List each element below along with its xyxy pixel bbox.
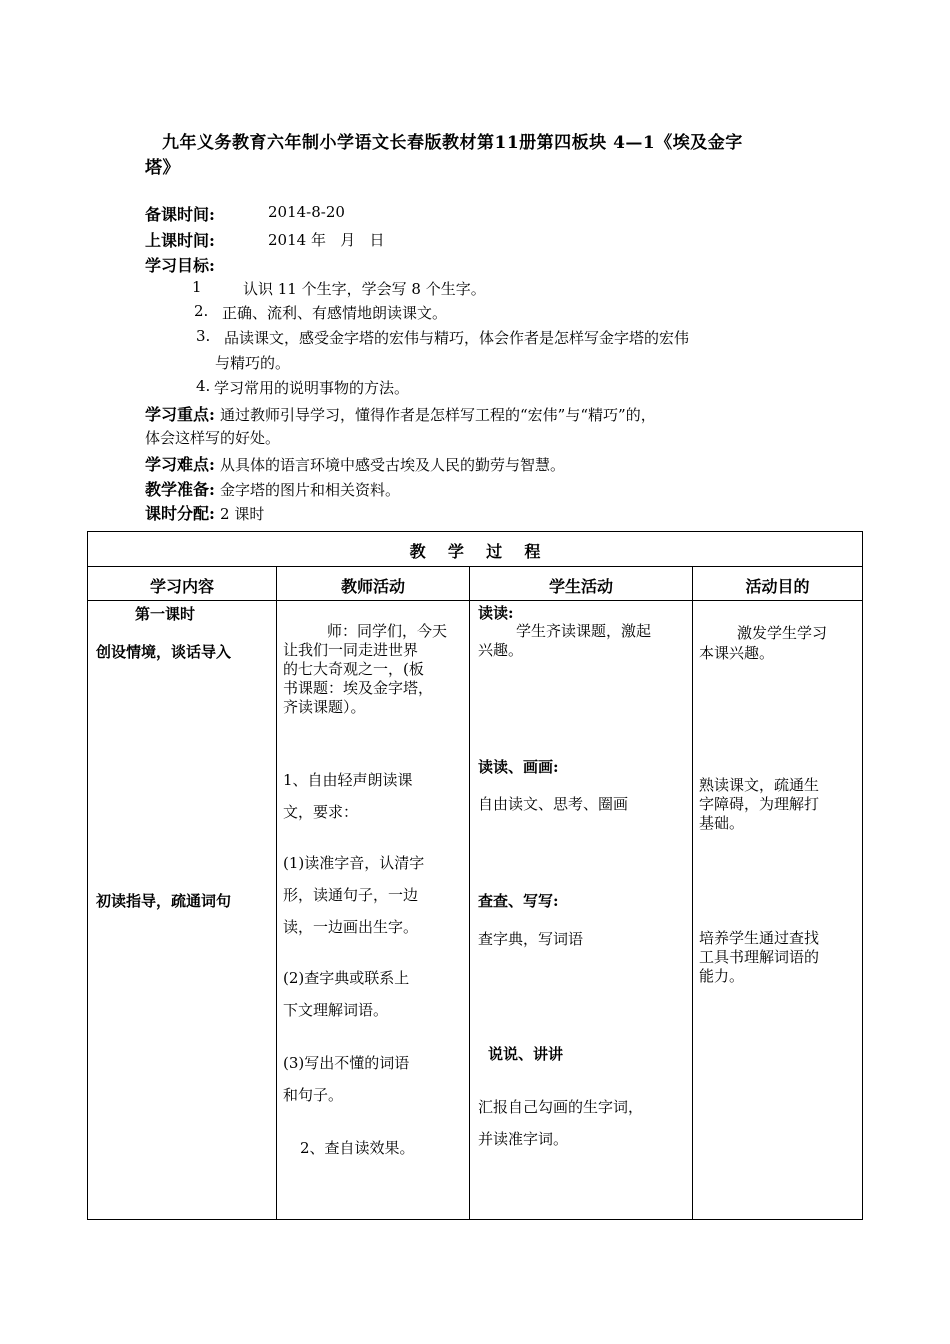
text-line: 能力。 — [699, 967, 745, 985]
lesson-label: 第一课时 — [135, 605, 196, 623]
text-line: (2)查字典或联系上 — [283, 969, 410, 987]
difficulty-label: 学习难点 — [145, 455, 210, 474]
purpose-intro — [699, 623, 827, 663]
text-line: 本课兴趣。 — [699, 644, 775, 662]
student-read-text — [478, 622, 651, 660]
teacher-req-1 — [283, 847, 424, 943]
col-divider-3 — [692, 566, 693, 1220]
focus-row — [145, 402, 656, 425]
prep-time-value: 2014-8-20 — [268, 203, 345, 221]
header-student: 学生活动 — [548, 577, 613, 596]
doc-title-line1: 九年义务教育六年制小学语文长春版教材第11册第四板块 4—1《埃及金字 — [162, 133, 743, 153]
hours-label: 课时分配 — [145, 504, 210, 523]
goal-2-text: 正确、流利、有感情地朗读课文。 — [222, 304, 448, 322]
teacher-task-2: 2、查自读效果。 — [300, 1139, 415, 1157]
student-check-write-text: 查字典，写词语 — [478, 930, 584, 948]
text-line: 激发学生学习 — [737, 624, 828, 642]
text-line: 下文理解词语。 — [283, 1001, 389, 1019]
table-top-border — [87, 531, 863, 532]
goal-1-num: 1 — [192, 278, 202, 296]
text-line: 学生齐读课题，激起 — [516, 622, 652, 640]
table-bottom-border — [87, 1219, 863, 1220]
text-line: 基础。 — [699, 814, 745, 832]
text-line: 熟读课文，疏通生 — [699, 776, 820, 794]
prep-row — [145, 477, 400, 500]
goal-1-text: 认识 11 个生字，学会写 8 个生字。 — [243, 280, 486, 298]
section-first-reading: 初读指导，疏通词句 — [96, 892, 232, 910]
difficulty-text: 从具体的语言环境中感受古埃及人民的勤劳与智慧。 — [220, 456, 566, 474]
text-line: (1)读准字音，认清字 — [283, 854, 425, 872]
goal-3-num: 3. — [196, 327, 211, 345]
table-right-border — [862, 531, 863, 1220]
text-line: 齐读课题）。 — [283, 698, 366, 716]
teacher-intro — [283, 622, 468, 717]
prep-label: 教学准备 — [145, 480, 210, 499]
text-line: 字障碍，为理解打 — [699, 795, 820, 813]
prep-time-label: 备课时间: — [145, 205, 215, 224]
text-line: 形，读通句子，一边 — [283, 886, 419, 904]
hours-text: 2 课时 — [220, 505, 265, 523]
colon: : — [209, 504, 215, 523]
header-teacher: 教师活动 — [340, 577, 405, 596]
text-line: 培养学生通过查找 — [699, 929, 820, 947]
teacher-task-1 — [283, 764, 413, 828]
colon: : — [209, 480, 215, 499]
class-time-value: 2014 年 月 日 — [268, 231, 385, 249]
col-divider-1 — [276, 566, 277, 1220]
text-line: 和句子。 — [283, 1086, 344, 1104]
text-line: 文，要求： — [283, 803, 359, 821]
text-line: 让我们一同走进世界 — [283, 641, 419, 659]
colon: : — [209, 455, 215, 474]
header-purpose: 活动目的 — [745, 577, 810, 596]
text-line: 师：同学们，今天 — [327, 622, 448, 640]
teacher-req-3 — [283, 1047, 409, 1111]
table-left-border — [87, 531, 88, 1220]
student-heading-read-draw: 读读、画画: — [478, 758, 559, 776]
header-content: 学习内容 — [149, 577, 214, 596]
text-line: 读，一边画出生字。 — [283, 918, 419, 936]
doc-title-line2: 塔》 — [145, 158, 180, 178]
student-speak-text — [478, 1091, 643, 1155]
student-heading-check-write: 查查、写写: — [478, 892, 559, 910]
goal-4-num: 4. — [196, 377, 211, 395]
goal-2-num: 2. — [194, 302, 209, 320]
difficulty-row — [145, 452, 565, 475]
table-title: 教 学 过 程 — [409, 542, 541, 561]
text-line: 书课题：埃及金字塔， — [283, 679, 434, 697]
goal-3-text: 品读课文，感受金字塔的宏伟与精巧，体会作者是怎样写金字塔的宏伟 — [224, 329, 690, 347]
purpose-tools — [699, 929, 819, 986]
teacher-req-2 — [283, 962, 409, 1026]
goal-4-text: 学习常用的说明事物的方法。 — [214, 379, 410, 397]
text-line: 并读准字词。 — [478, 1130, 569, 1148]
hours-row — [145, 501, 264, 524]
table-header-divider — [87, 600, 863, 601]
text-line: 1、自由轻声朗读课 — [283, 771, 413, 789]
text-line: 工具书理解词语的 — [699, 948, 820, 966]
student-heading-speak: 说说、讲讲 — [488, 1045, 564, 1063]
text-line: 汇报自己勾画的生字词， — [478, 1098, 644, 1116]
purpose-first-reading — [699, 776, 819, 833]
colon: : — [209, 405, 215, 424]
goal-3-text-cont: 与精巧的。 — [215, 354, 291, 372]
student-heading-read: 读读: — [478, 604, 514, 622]
text-line: 兴趣。 — [478, 641, 524, 659]
student-read-draw-text: 自由读文、思考、圈画 — [478, 795, 629, 813]
focus-text: 通过教师引导学习，懂得作者是怎样写工程的“宏伟”与“精巧”的， — [220, 406, 656, 424]
section-intro: 创设情境，谈话导入 — [96, 643, 232, 661]
goals-label: 学习目标: — [145, 256, 215, 275]
table-title-divider — [87, 566, 863, 567]
col-divider-2 — [469, 566, 470, 1220]
text-line: (3)写出不懂的词语 — [283, 1054, 410, 1072]
text-line: 的七大奇观之一，(板 — [283, 660, 424, 678]
class-time-label: 上课时间: — [145, 231, 215, 250]
prep-text: 金字塔的图片和相关资料。 — [220, 481, 401, 499]
focus-label: 学习重点 — [145, 405, 210, 424]
focus-text-cont: 体会这样写的好处。 — [145, 429, 281, 447]
